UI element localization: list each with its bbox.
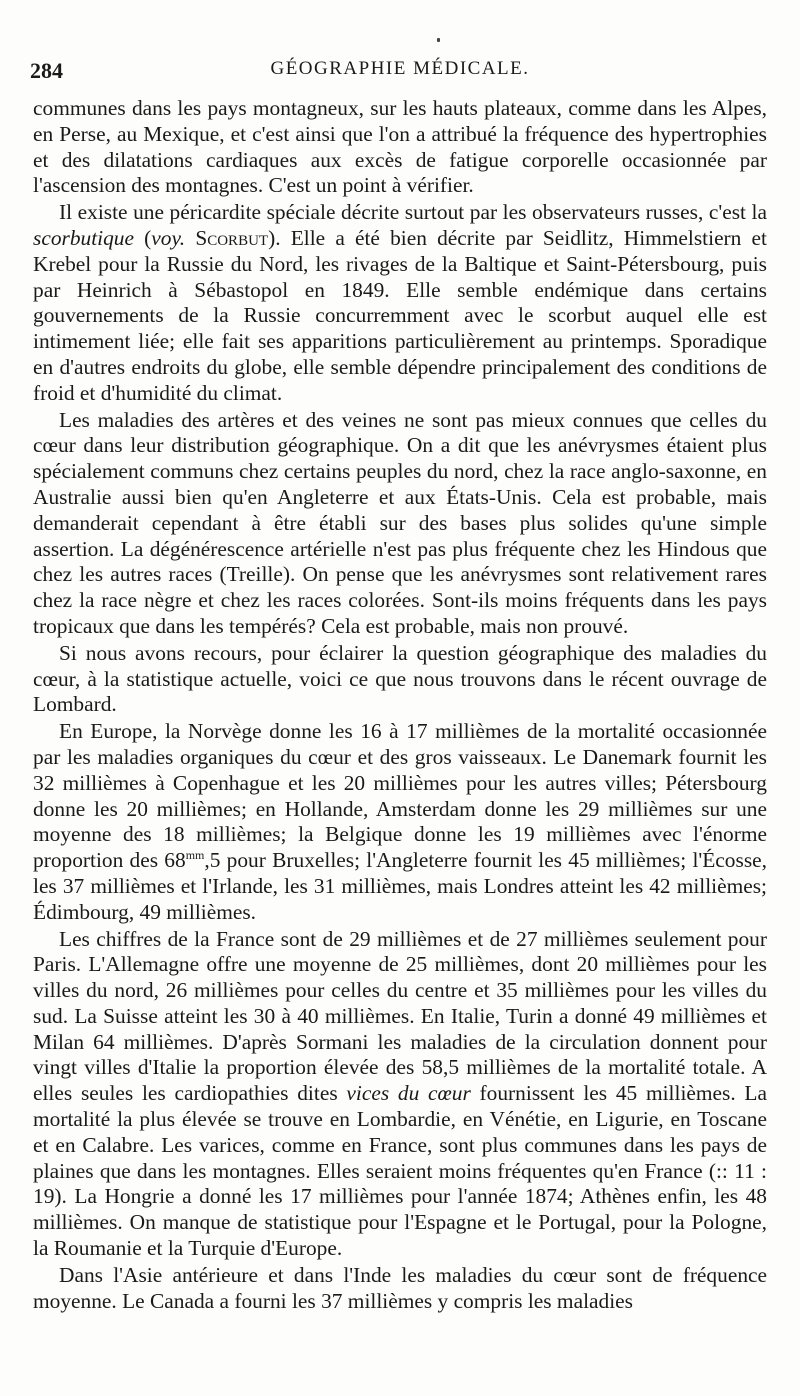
cross-reference-scorbut: Scorbut [195, 225, 269, 250]
paragraph-5-text-a: En Europe, la Norvège donne les 16 à 17 millièmes de la mortalité occasionnée par les maladies organiques du cœur et des gros vaisseaux. Le Danemark fournit les 32 millièmes à Copenhague et les 20 millièmes pour les autres villes; Pétersbourg donne les 20 millièmes; en Hollande, Amsterdam donne les 29 millièmes sur une moyenne des 18 millièmes; la Belgique donne les 19 millièmes avec l'énorme proportion des 68 [33, 719, 767, 873]
paragraph-5-text-b: ,5 pour Bruxelles; l'Angleterre fournit les 45 millièmes; l'Écosse, les 37 millièmes et l'Irlande, les 31 millièmes, mais Londres atteint les 42 millièmes; Édimbourg, 49 millièmes. [33, 848, 767, 924]
ink-mark [437, 38, 440, 42]
superscript-mm: mm [185, 847, 205, 862]
paragraph-1 [33, 96, 767, 199]
running-title: GÉOGRAPHIE MÉDICALE. [270, 58, 530, 79]
paragraph-6 [33, 927, 767, 1262]
paragraph-3 [33, 408, 767, 640]
paragraph-2-text-c [185, 226, 195, 250]
paragraph-6-text-b: fournissent les 45 millièmes. La mortalité la plus élevée se trouve en Lombardie, en Vénétie, en Ligurie, en Toscane et en Calabre. Les varices, comme en France, sont plus communes dans les pays de plaines que dans les montagnes. Elles seraient moins fréquentes qu'en France (:: 11 : 19). La Hongrie a donné les 17 millièmes pour l'année 1874; Athènes enfin, les 48 millièmes. On manque de statistique pour l'Espagne et le Portugal, pour la Pologne, la Roumanie et la Turquie d'Europe. [33, 1081, 767, 1261]
paragraph-7-text: Dans l'Asie antérieure et dans l'Inde les maladies du cœur sont de fréquence moyenne. Le Canada a fourni les 37 millièmes y compris les maladies [33, 1262, 767, 1313]
paragraph-7 [33, 1263, 767, 1315]
cross-reference-voy: voy. [151, 225, 186, 250]
paragraph-5 [33, 719, 767, 925]
term-vices-du-coeur: vices du cœur [346, 1081, 471, 1106]
paragraph-1-text: communes dans les pays montagneux, sur les hauts plateaux, comme dans les Alpes, en Perse, au Mexique, et c'est ainsi que l'on a attribué la fréquence des hypertrophies et des dilatations cardiaques aux excès de fatigue corporelle occasionnée par l'ascension des montagnes. C'est un point à vérifier. [33, 96, 767, 198]
running-header [30, 58, 770, 90]
paragraph-4-text: Si nous avons recours, pour éclairer la question géographique des maladies du cœur, à la statistique actuelle, voici ce que nous trouvons dans le récent ouvrage de Lombard. [33, 640, 767, 717]
paragraph-4 [33, 641, 767, 718]
body-text [33, 96, 767, 1314]
paragraph-2 [33, 200, 767, 406]
page-number: 284 [30, 58, 63, 83]
paragraph-3-text: Les maladies des artères et des veines ne sont pas mieux connues que celles du cœur dans leur distribution géographique. On a dit que les anévrysmes étaient plus spécialement communs chez certains peuples du nord, chez la race anglo-saxonne, en Australie aussi bien qu'en Angleterre et aux États-Unis. Cela est probable, mais demanderait cependant à être établi sur des bases plus solides qu'une simple assertion. La dégénérescence artérielle n'est pas plus fréquente chez les Hindous que chez les autres races (Treille). On pense que les anévrysmes sont relativement rares chez la race nègre et chez les races colorées. Sont-ils moins fréquents dans les pays tropicaux que dans les tempérés? Cela est probable, mais non prouvé. [33, 407, 767, 638]
paragraph-2-text-a: Il existe une péricardite spéciale décrite surtout par les observateurs russes, c'est la [59, 200, 767, 225]
paragraph-6-text-a: Les chiffres de la France sont de 29 millièmes et de 27 millièmes seulement pour Paris. L'Allemagne offre une moyenne de 25 millièmes, dont 20 millièmes pour les villes du nord, 26 millièmes pour celles du centre et 35 millièmes pour les villes du sud. La Suisse atteint les 30 à 40 millièmes. En Italie, Turin a donné 49 millièmes et Milan 64 millièmes. D'après Sormani les maladies de la circulation donnent pour vingt villes d'Italie la proportion élevée des 58,5 millièmes de la mortalité totale. A elles seules les cardiopathies dites [33, 926, 767, 1106]
paragraph-2-text-b: ( [134, 225, 152, 250]
paragraph-2-text-d: ). Elle a été bien décrite par Seidlitz, Himmelstiern et Krebel pour la Russie du Nord, les rivages de la Baltique et Saint-Pétersbourg, puis par Heinrich à Sébastopol en 1849. Elle semble endémique dans certains gouvernements de la Russie concurremment avec le scorbut auquel elle est intimement liée; elle fait ses apparitions particulièrement au printemps. Sporadique en d'autres endroits du globe, elle semble dépendre principalement des conditions de froid et d'humidité du climat. [33, 225, 767, 405]
term-scorbutique: scorbutique [33, 225, 134, 250]
